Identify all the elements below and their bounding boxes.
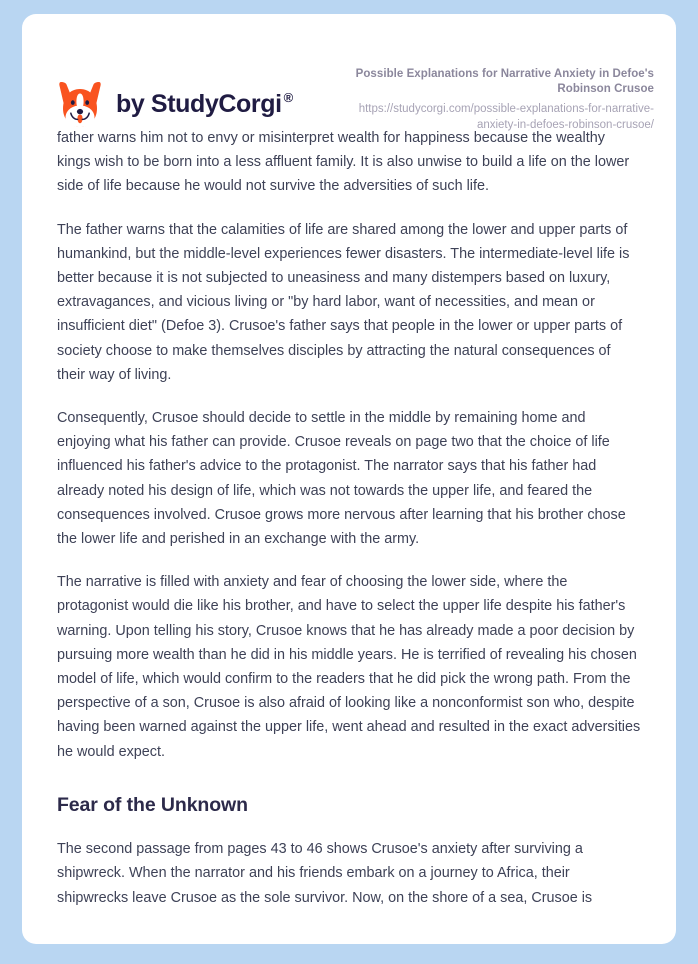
section-heading: Fear of the Unknown [57,793,248,816]
body-paragraph: father warns him not to envy or misinterpret wealth for happiness because the wealthy kings wish to be born into a less affluent family. It is also unwise to build a life on the lower side of life because he would not survive the adversities of such life. [57,130,630,195]
body-paragraph: Consequently, Crusoe should decide to settle in the middle by remaining home and enjoying what his father can provide. Crusoe reveals on page two that the choice of life influenced his father's advice to the protagonist. The narrator says that his father had already noted his design of life, which was not towards the upper life, and feared the consequences involved. Crusoe grows more nervous after learning that his brother chose the lower life and perished in an exchange with the army. [57,410,626,548]
body-paragraph: The second passage from pages 43 to 46 shows Crusoe's anxiety after surviving a shipwreck. When the narrator and his friends embark on a journey to Africa, their shipwrecks leave Crusoe as the sole survivor. Now, on the shore of a sea, Crusoe is [57,841,593,906]
source-url[interactable]: https://studycorgi.com/possible-explanations-for-narrative-anxiety-in-defoes-robinson-crusoe/ [358,103,654,131]
brand-name [116,90,293,119]
document-header [22,14,676,131]
document-card [22,14,676,944]
registered-trademark-icon: ® [283,90,293,106]
page-title: Possible Explanations for Narrative Anxiety in Defoe's Robinson Crusoe [355,68,654,96]
body-paragraph: The father warns that the calamities of life are shared among the lower and upper parts of humankind, but the middle-level experiences fewer disasters. The intermediate-level life is better because it is not subjected to uneasiness and many distempers based on luxury, extravagances, and vicious living or "by hard labor, want of necessities, and mean or insufficient diet" (Defoe 3). Crusoe's father says that people in the lower or upper parts of society choose to make themselves disciples by attracting the natural consequences of their way of living. [57,221,630,383]
brand-name-label: by StudyCorgi [116,89,282,118]
body-paragraph: The narrative is filled with anxiety and fear of choosing the lower side, where the protagonist would die like his brother, and have to select the upper life despite his father's warning. Upon telling his story, Crusoe knows that he has already made a poor decision by pursuing more wealth than he did in his middle years. He is terrified of revealing his chosen model of life, which would confirm to the readers that he did pick the wrong path. From the perspective of a son, Crusoe is also afraid of looking like a nonconformist son who, despite having been warned against the upper life, went ahead and resulted in the exact adversities he would expect. [57,574,641,760]
corgi-logo-icon [57,80,103,128]
document-body [22,126,676,910]
brand-logo-group[interactable] [57,64,293,128]
document-meta [324,64,654,133]
